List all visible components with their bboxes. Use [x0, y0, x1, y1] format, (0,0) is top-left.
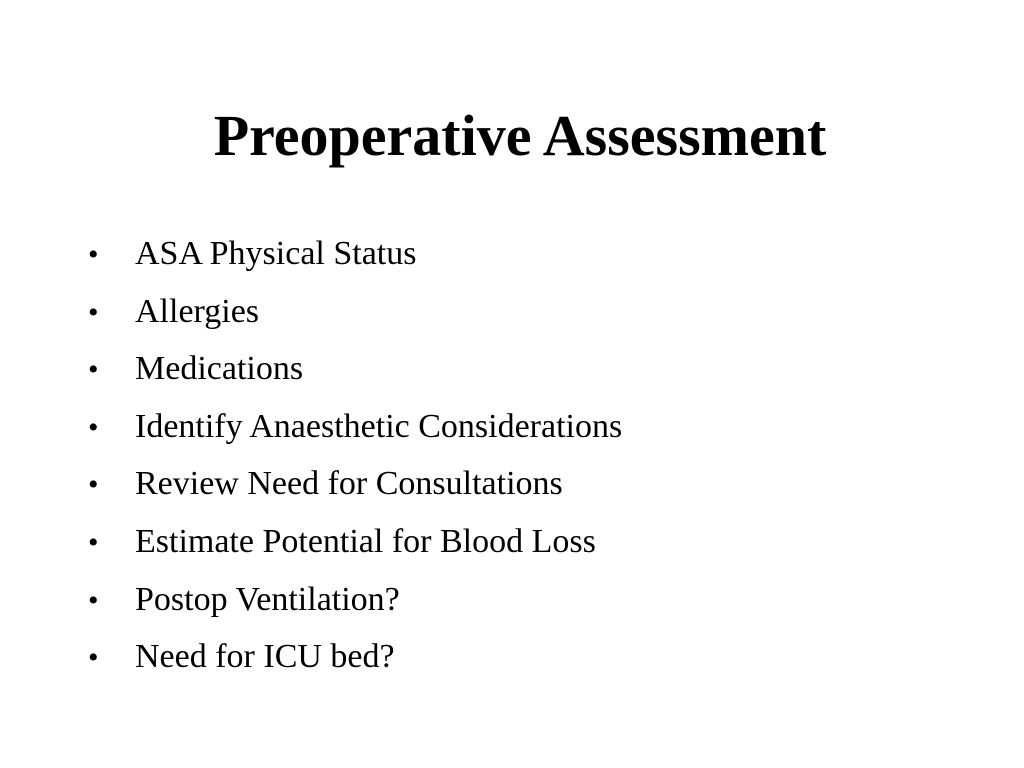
- bullet-marker: •: [88, 525, 99, 559]
- bullet-item-consultations: [84, 458, 622, 516]
- bullet-text: Need for ICU bed?: [135, 638, 395, 676]
- bullet-item-asa-physical-status: [84, 228, 622, 286]
- bullet-marker: •: [88, 410, 99, 444]
- bullet-marker: •: [88, 468, 99, 502]
- bullet-text: Postop Ventilation?: [135, 580, 400, 618]
- bullet-item-medications: [84, 343, 622, 401]
- slide-title: Preoperative Assessment: [213, 103, 827, 168]
- bullet-marker: •: [88, 353, 99, 387]
- bullet-item-allergies: [84, 286, 622, 344]
- bullet-list: [84, 228, 622, 689]
- bullet-text: ASA Physical Status: [135, 235, 417, 272]
- bullet-marker: •: [88, 583, 99, 617]
- bullet-item-anaesthetic-considerations: [84, 401, 622, 459]
- bullet-text: Estimate Potential for Blood Loss: [135, 522, 596, 560]
- bullet-marker: •: [88, 295, 99, 329]
- bullet-marker: •: [88, 641, 99, 675]
- bullet-text: Allergies: [135, 292, 260, 330]
- bullet-text: Medications: [135, 350, 304, 388]
- bullet-text: Identify Anaesthetic Considerations: [135, 407, 623, 445]
- bullet-text: Review Need for Consultations: [135, 465, 563, 503]
- bullet-item-postop-ventilation: [84, 574, 622, 632]
- bullet-item-blood-loss: [84, 516, 622, 574]
- bullet-item-icu-bed: [84, 631, 622, 689]
- bullet-marker: •: [88, 238, 99, 271]
